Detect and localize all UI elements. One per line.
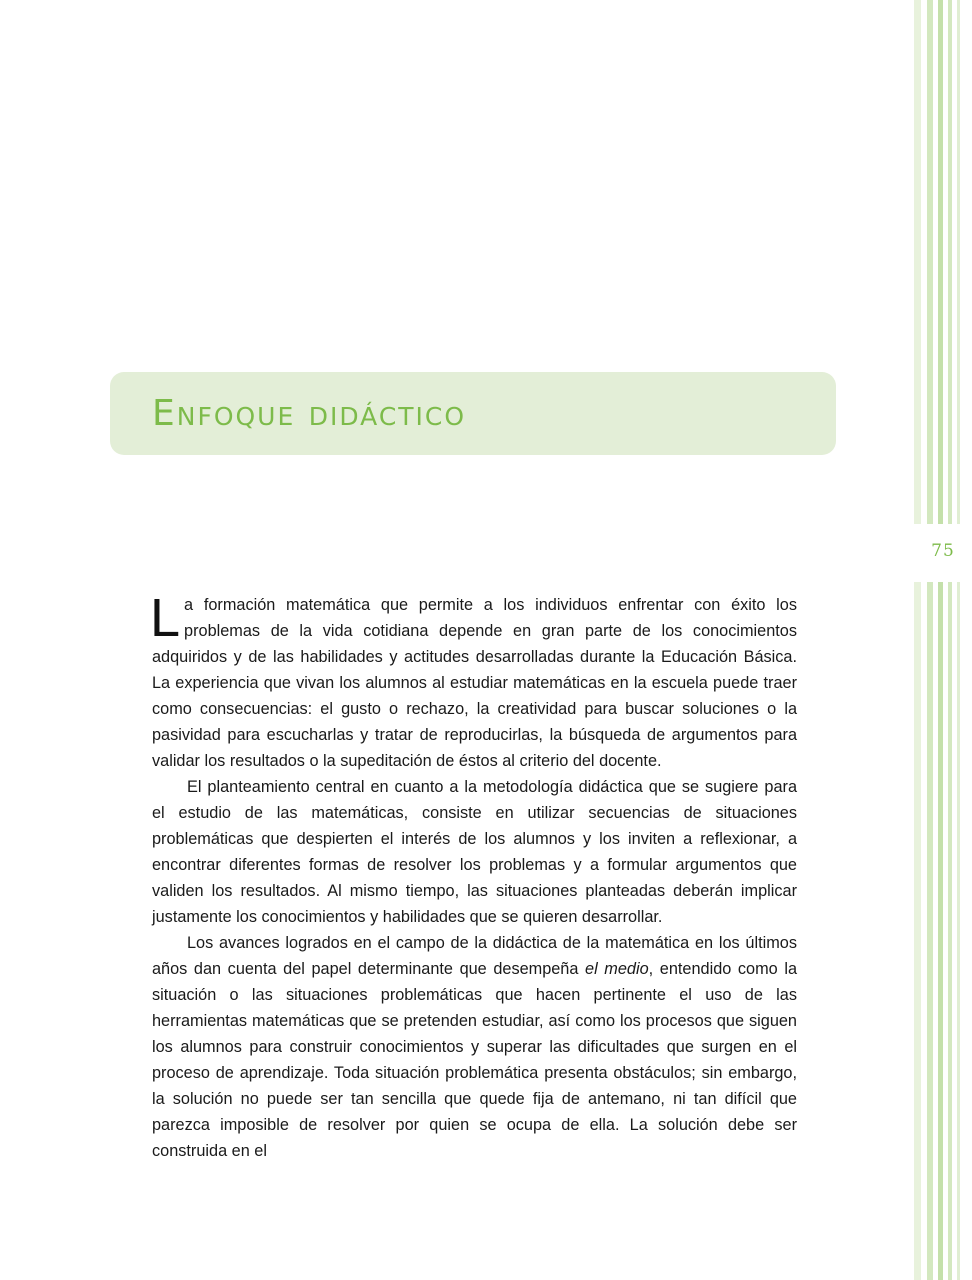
paragraph-2: El planteamiento central en cuanto a la metodología didáctica que se sugiere para el estudio de las matemáticas, consiste en utilizar secuencias de situaciones problemáticas que despierten el interés de los alumnos y los inviten a reflexionar, a encontrar diferentes formas de resolver los problemas y a formular argumentos que validen los resultados. Al mismo tiempo, las situaciones planteadas deberán implicar justamente los conocimientos y habilidades que se quieren desarrollar. [152, 778, 797, 926]
section-banner [110, 372, 836, 455]
paragraph-3-after: , entendido como la situación o las situaciones problemáticas que hacen pertinente el uso de las herramientas matemáticas que se pretenden estudiar, así como los procesos que siguen los alumnos para construir conocimientos y superar las dificultades que surgen en el proceso de aprendizaje. Toda situación problemática presenta obstáculos; sin embargo, la solución no puede ser tan sencilla que quede fija de antemano, ni tan difícil que parezca imposible de resolver por quien se ocupa de ella. La solución debe ser construida en el [152, 960, 797, 1160]
paragraph-3 [152, 930, 797, 1164]
stripe-1 [914, 0, 921, 1280]
stripe-2 [927, 0, 933, 1280]
paragraph-3-before: Los avances logrados en el campo de la didáctica de la matemática en los últimos años dan cuenta del papel determinante que desempeña [152, 934, 797, 978]
drop-cap: L [150, 588, 181, 648]
side-stripes [914, 0, 972, 1280]
section-title: Enfoque didáctico [152, 393, 467, 434]
page-number: 75 [931, 541, 955, 561]
stripe-4 [948, 0, 952, 1280]
paragraph-1-text: a formación matemática que permite a los individuos enfrentar con éxito los problemas de la vida cotidiana depende en gran parte de los conocimientos adquiridos y de las habilidades y actitudes desarrolladas durante la Educación Básica. La experiencia que vivan los alumnos al estudiar matemáticas en la escuela puede traer como consecuencias: el gusto o rechazo, la creatividad para buscar soluciones o la pasividad para escucharlas y tratar de reproducirlas, la búsqueda de argumentos para validar los resultados o la supeditación de éstos al criterio del docente. [152, 596, 797, 770]
paragraph-3-emphasis: el medio [585, 960, 649, 978]
paragraph-1 [150, 588, 797, 774]
stripe-3 [938, 0, 943, 1280]
stripe-5 [957, 0, 960, 1280]
body-text [150, 588, 797, 1164]
